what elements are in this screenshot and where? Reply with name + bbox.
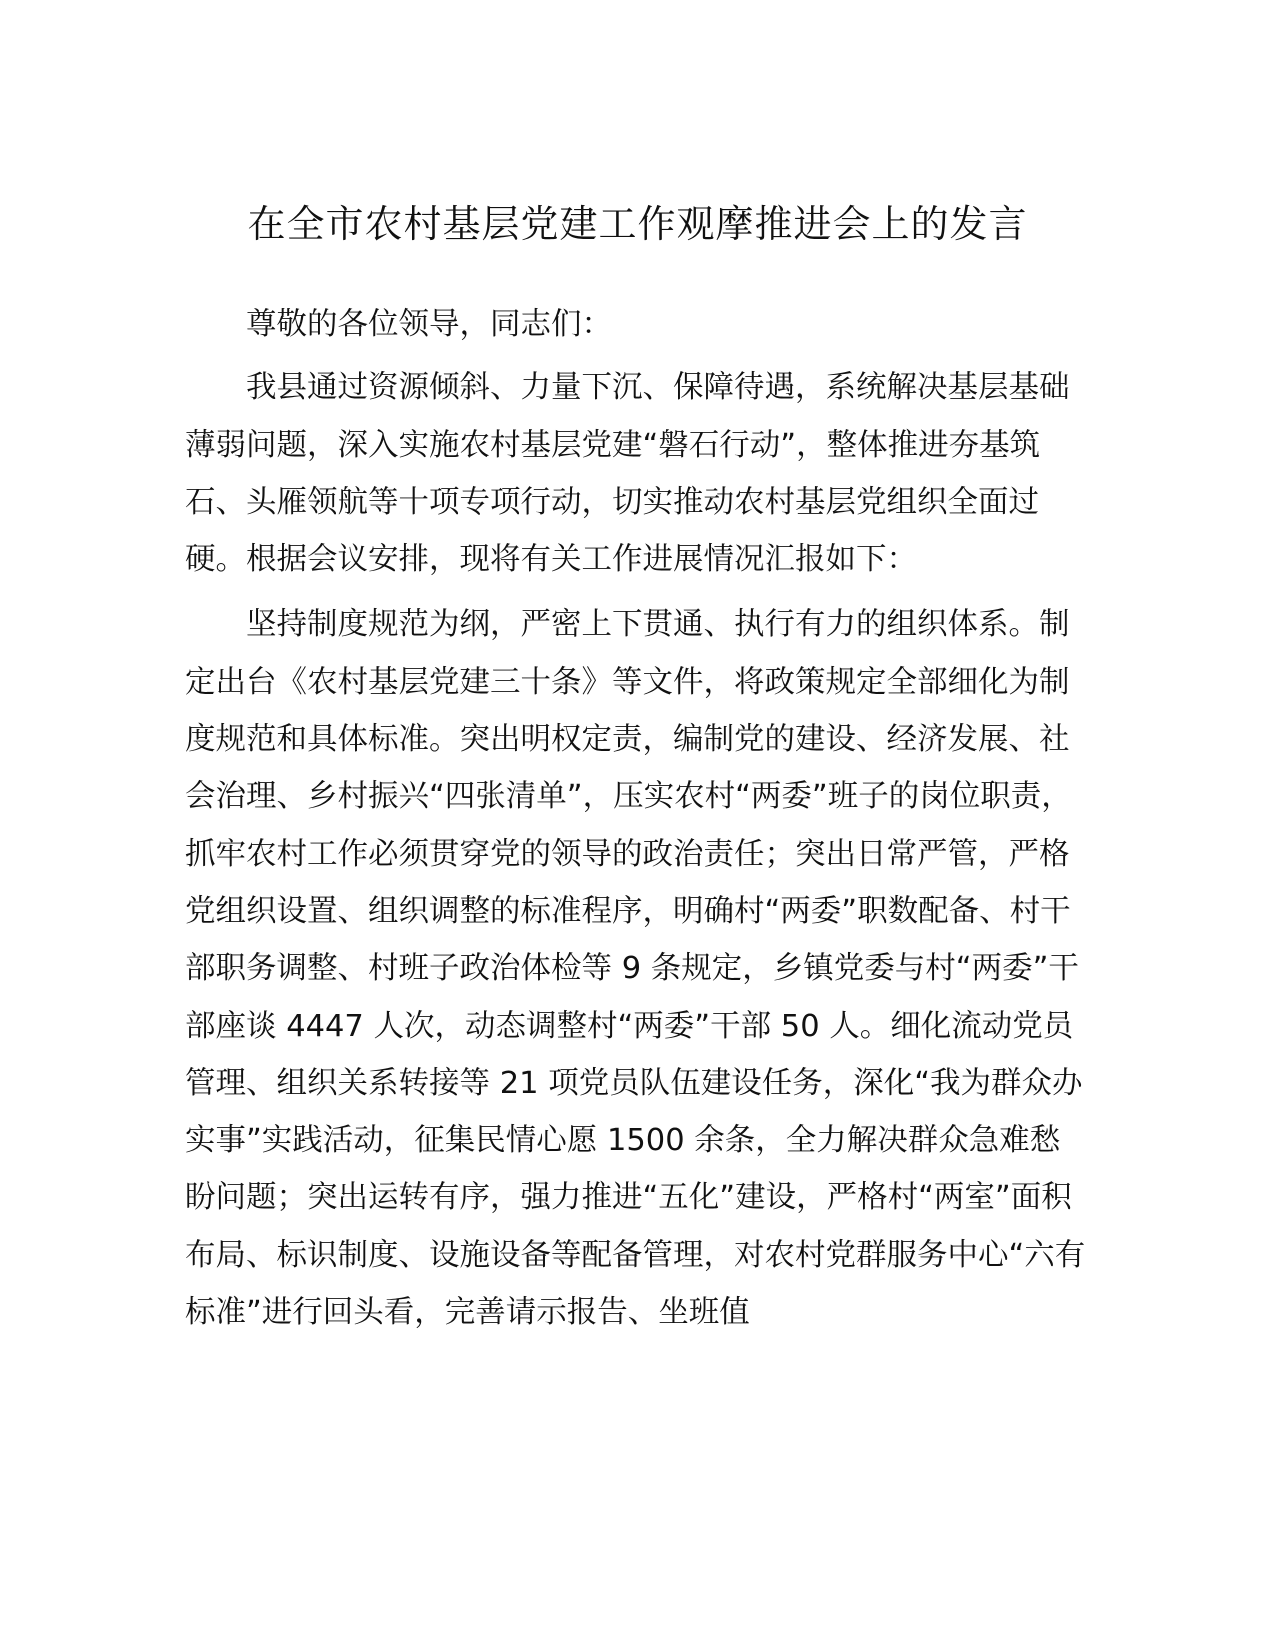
greeting-paragraph: 尊敬的各位领导，同志们： bbox=[246, 307, 612, 342]
document-body bbox=[185, 296, 1087, 1341]
intro-paragraph: 我县通过资源倾斜、力量下沉、保障待遇，系统解决基层基础薄弱问题，深入实施农村基层党建“磐石行动”，整体推进夯基筑石、头雁领航等十项专项行动，切实推动农村基层党组织全面过硬。根据会议安排，现将有关工作进展情况汇报如下： bbox=[185, 370, 1070, 578]
body-paragraph: 坚持制度规范为纲，严密上下贯通、执行有力的组织体系。制定出台《农村基层党建三十条》等文件，将政策规定全部细化为制度规范和具体标准。突出明权定责，编制党的建设、经济发展、社会治理、乡村振兴“四张清单”，压实农村“两委”班子的岗位职责，抓牢农村工作必须贯穿党的领导的政治责任；突出日常严管，严格党组织设置、组织调整的标准程序，明确村“两委”职数配备、村干部职务调整、村班子政治体检等 9 条规定，乡镇党委与村“两委”干部座谈 4447 人次，动态调整村“两委”干部 50 人。细化流动党员管理、组织关系转接等 21 项党员队伍建设任务，深化“我为群众办实事”实践活动，征集民情心愿 1500 余条，全力解决群众急难愁盼问题；突出运转有序，强力推进“五化”建设，严格村“两室”面积布局、标识制度、设施设备等配备管理，对农村党群服务中心“六有标准”进行回头看，完善请示报告、坐班值 bbox=[185, 607, 1086, 1331]
document-title: 在全市农村基层党建工作观摩推进会上的发言 bbox=[247, 202, 1028, 246]
